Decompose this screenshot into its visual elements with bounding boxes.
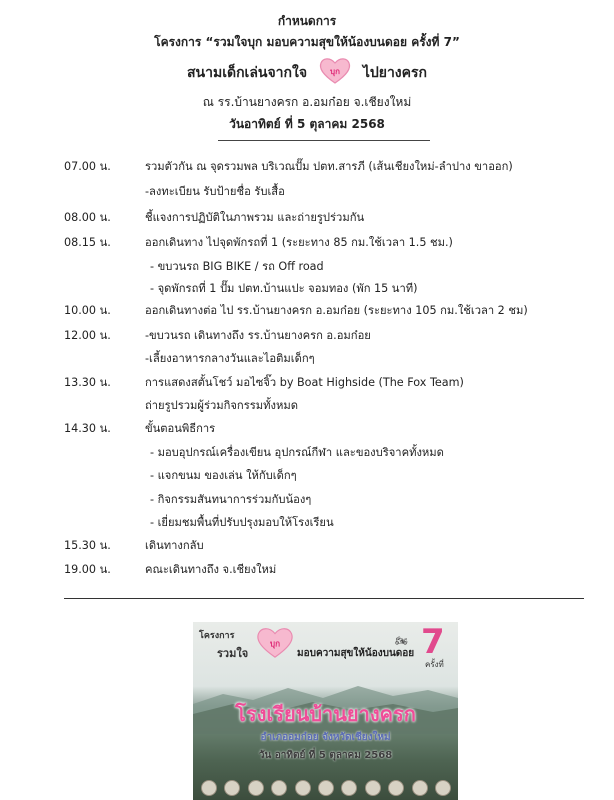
sponsor-logo-icon [248, 780, 264, 796]
project-name: โครงการ “รวมใจบุก มอบความสุขให้น้องบนดอย ครั้งที่ 7” [154, 35, 460, 49]
sponsor-logo-icon [435, 780, 451, 796]
poster-label-left: รวมใจ [217, 647, 249, 660]
schedule-time: 14.30 น. [64, 422, 111, 435]
section-divider [64, 598, 584, 599]
schedule-time: 10.00 น. [64, 304, 111, 317]
sponsor-logo-icon [224, 780, 240, 796]
heart-logo-icon [318, 57, 352, 89]
schedule-desc: คณะเดินทางถึง จ.เชียงใหม่ [145, 563, 277, 576]
event-date: วันอาทิตย์ ที่ 5 ตุลาคม 2568 [229, 117, 385, 131]
sponsor-logo-icon [388, 780, 404, 796]
schedule-desc: ถ่ายรูปรวมผู้ร่วมกิจกรรมทั้งหมด [145, 399, 298, 412]
sponsor-logo-icon [271, 780, 287, 796]
event-poster [193, 622, 458, 800]
schedule-desc: -เลี้ยงอาหารกลางวันและไอติมเด็กๆ [145, 352, 315, 365]
sponsor-logo-icon [295, 780, 311, 796]
poster-heart-icon [255, 626, 295, 664]
schedule-time: 08.00 น. [64, 211, 111, 224]
event-location: ณ รร.บ้านยางครก อ.อมก๋อย จ.เชียงใหม่ [202, 95, 412, 109]
sponsor-logo-icon [412, 780, 428, 796]
schedule-desc: - มอบอุปกรณ์เครื่องเขียน อุปกรณ์กีฬา และของบริจาคทั้งหมด [150, 446, 444, 459]
event-title-left: สนามเด็กเล่นจากใจ [186, 65, 308, 81]
sponsor-logos [201, 780, 451, 796]
poster-times-label: ครั้งที่ [425, 660, 444, 669]
schedule-desc: ออกเดินทางต่อ ไป รร.บ้านยางครก อ.อมก๋อย (ระยะทาง 105 กม.ใช้เวลา 2 ชม) [145, 304, 528, 317]
sponsor-logo-icon [341, 780, 357, 796]
schedule-desc: - กิจกรรมสันทนาการร่วมกับน้องๆ [150, 493, 312, 506]
schedule-time: 12.00 น. [64, 329, 111, 342]
motorbike-icon: 🏍 [395, 636, 408, 647]
schedule-time: 08.15 น. [64, 236, 111, 249]
poster-heart-text: บุก [269, 638, 281, 649]
event-title [0, 57, 614, 89]
schedule-desc: - ขบวนรถ BIG BIKE / รถ Off road [150, 260, 324, 273]
poster-tagline: มอบความสุขให้น้องบนดอย [297, 648, 415, 659]
sponsor-logo-icon [318, 780, 334, 796]
schedule-time: 07.00 น. [64, 160, 111, 173]
poster-number: 7 [421, 622, 445, 662]
poster-date: วัน อาทิตย์ ที่ 5 ตุลาคม 2568 [258, 750, 393, 761]
schedule-time: 15.30 น. [64, 539, 111, 552]
event-title-right: ไปยางครก [362, 65, 428, 81]
heart-text: บุก [329, 67, 340, 76]
schedule-desc: - แจกขนม ของเล่น ให้กับเด็กๆ [150, 469, 297, 482]
poster-school-name: โรงเรียนบ้านยางครก [235, 702, 416, 726]
schedule-desc: ขั้นตอนพิธีการ [145, 422, 216, 435]
doc-heading: กำหนดการ [277, 14, 337, 28]
poster-district: อำเภออมก๋อย จังหวัดเชียงใหม่ [260, 732, 391, 743]
sponsor-logo-icon [365, 780, 381, 796]
schedule-desc: เดินทางกลับ [145, 539, 204, 552]
sponsor-logo-icon [201, 780, 217, 796]
schedule-desc: รวมตัวกัน ณ จุดรวมพล บริเวณปั๊ม ปตท.สารภี (เส้นเชียงใหม่-ลำปาง ขาออก) [145, 160, 513, 173]
schedule-desc: ชี้แจงการปฏิบัติในภาพรวม และถ่ายรูปร่วมกัน [145, 211, 365, 224]
schedule-time: 13.30 น. [64, 376, 111, 389]
schedule-desc: -ลงทะเบียน รับป้ายชื่อ รับเสื้อ [145, 185, 285, 198]
schedule-desc: ออกเดินทาง ไปจุดพักรถที่ 1 (ระยะทาง 85 กม.ใช้เวลา 1.5 ชม.) [145, 236, 453, 249]
schedule-desc: - เยี่ยมชมพื้นที่ปรับปรุงมอบให้โรงเรียน [150, 516, 334, 529]
schedule-desc: -ขบวนรถ เดินทางถึง รร.บ้านยางครก อ.อมก๋อย [145, 329, 371, 342]
schedule-desc: - จุดพักรถที่ 1 ปั๊ม ปตท.บ้านแปะ จอมทอง (พัก 15 นาที) [150, 282, 418, 295]
header-divider [218, 140, 430, 141]
schedule-time: 19.00 น. [64, 563, 111, 576]
poster-label-top: โครงการ [199, 631, 235, 641]
schedule-desc: การแสดงสตั้นโชว์ มอไซจิ๊ว by Boat Highside (The Fox Team) [145, 376, 464, 389]
